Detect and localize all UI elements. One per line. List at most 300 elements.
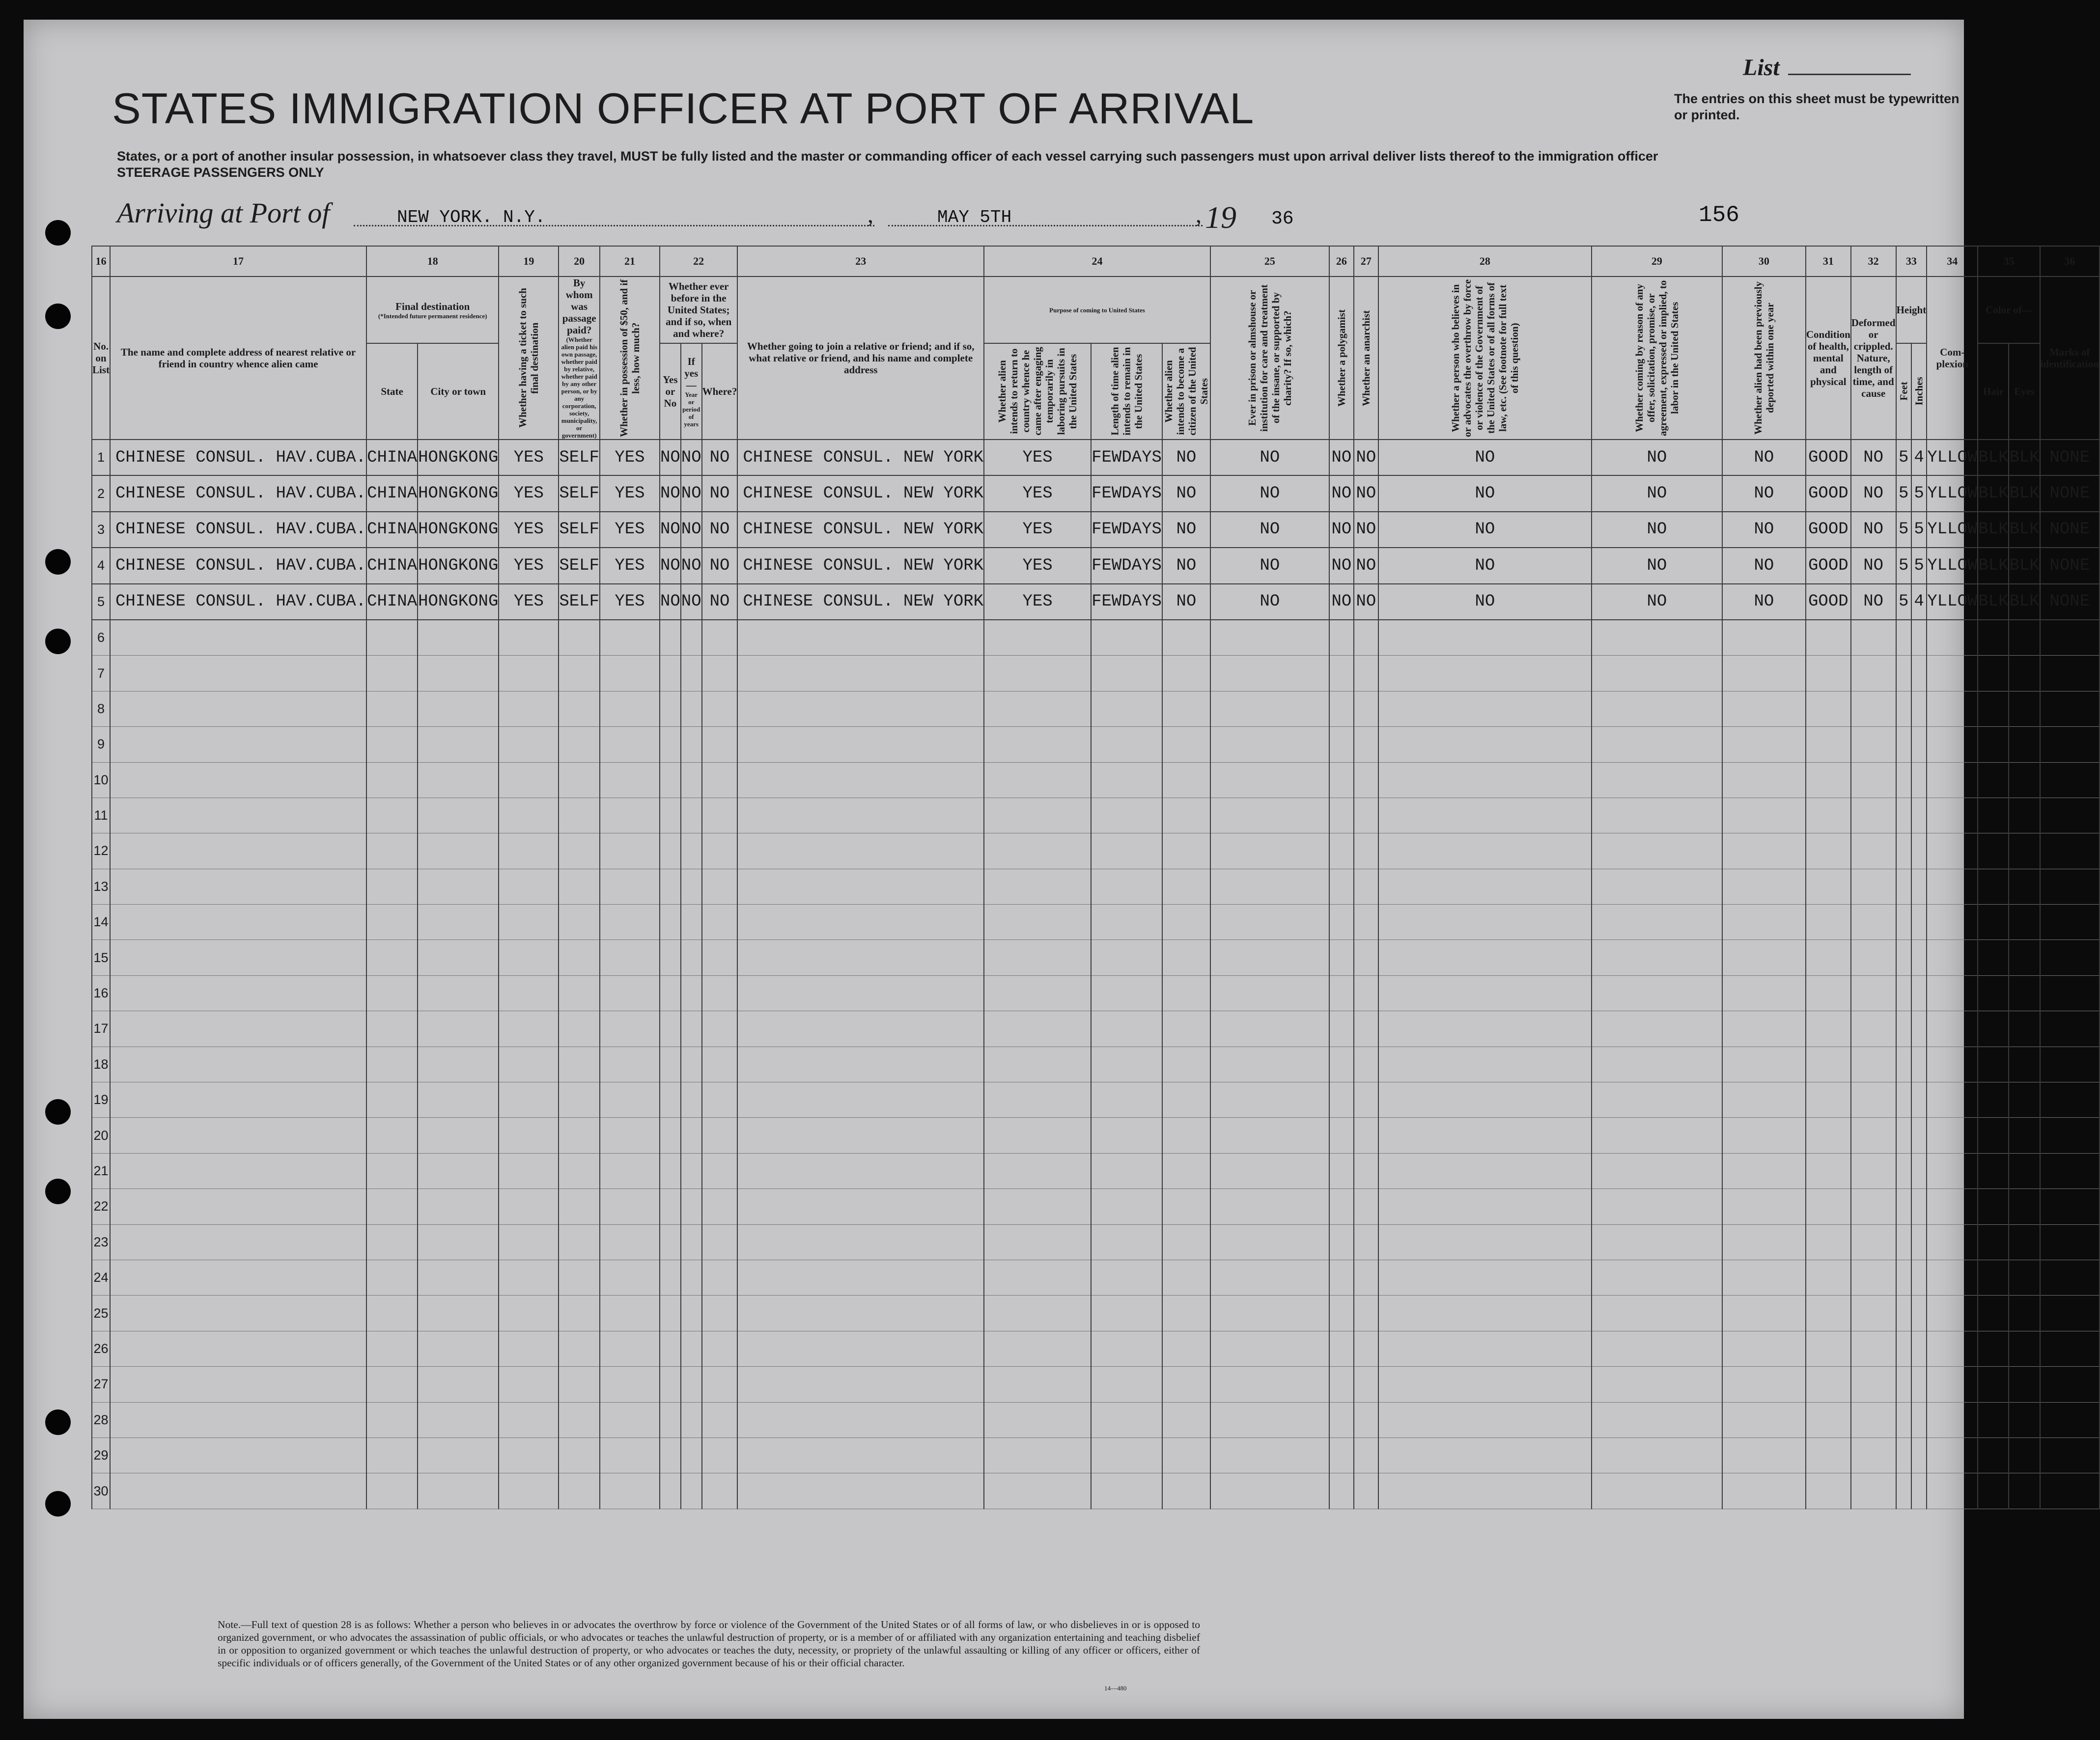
- blank-cell: [1329, 656, 1354, 691]
- blank-cell: [1896, 975, 1911, 1011]
- blank-cell: [499, 1331, 559, 1366]
- blank-cell: [1722, 1082, 1806, 1118]
- blank-cell: [366, 656, 418, 691]
- blank-cell: [1354, 727, 1378, 762]
- blank-cell: [984, 691, 1091, 726]
- blank-cell: [600, 762, 660, 798]
- blank-cell: [1806, 940, 1851, 975]
- blank-cell: [1722, 940, 1806, 975]
- blank-cell: [600, 1402, 660, 1437]
- blank-cell: [2009, 1047, 2040, 1082]
- blank-cell: [499, 1473, 559, 1509]
- cell-no: 29: [92, 1437, 110, 1473]
- blank-cell: [1329, 1331, 1354, 1366]
- blank-cell: [499, 940, 559, 975]
- blank-cell: [1378, 1011, 1592, 1047]
- blank-cell: [1091, 1189, 1162, 1224]
- blank-cell: [1851, 1153, 1896, 1188]
- year-value: 36: [1271, 208, 1294, 229]
- cell-deformed: NO: [1851, 475, 1896, 511]
- blank-row: [92, 1118, 2100, 1153]
- cell-anarchist: NO: [1354, 512, 1378, 548]
- blank-cell: [1592, 1260, 1722, 1295]
- header-height: Height: [1896, 276, 1927, 343]
- blank-cell: [1162, 762, 1210, 798]
- blank-cell: [1329, 1402, 1354, 1437]
- blank-cell: [737, 798, 984, 833]
- cell-hair: BLK: [1978, 512, 2009, 548]
- blank-cell: [737, 727, 984, 762]
- blank-cell: [984, 1367, 1091, 1402]
- blank-cell: [1911, 798, 1927, 833]
- blank-cell: [1978, 905, 2009, 940]
- blank-cell: [1978, 940, 2009, 975]
- table-row: [92, 475, 2100, 511]
- header-join-relative: Whether going to join a relative or friend; and if so, what relative or friend, and his name and complete address: [737, 276, 984, 440]
- date-value: MAY 5TH: [937, 207, 1012, 227]
- header-purpose: Purpose of coming to United States: [984, 276, 1210, 343]
- cell-anarchist: NO: [1354, 548, 1378, 583]
- blank-cell: [1592, 905, 1722, 940]
- blank-cell: [1911, 1367, 1927, 1402]
- blank-cell: [2009, 975, 2040, 1011]
- list-number-line: [1788, 74, 1911, 75]
- blank-cell: [1722, 1402, 1806, 1437]
- cell-relative: CHINESE CONSUL. HAV.CUBA.: [110, 584, 366, 620]
- blank-cell: [1722, 1437, 1806, 1473]
- blank-cell: [2009, 1189, 2040, 1224]
- blank-cell: [984, 1011, 1091, 1047]
- blank-cell: [1378, 656, 1592, 691]
- blank-cell: [1354, 869, 1378, 904]
- blank-cell: [1806, 727, 1851, 762]
- blank-cell: [702, 869, 738, 904]
- column-number: 33: [1896, 246, 1927, 276]
- cell-complexion: YLLOW: [1927, 475, 1978, 511]
- blank-cell: [681, 1118, 702, 1153]
- blank-cell: [2009, 1082, 2040, 1118]
- blank-cell: [984, 798, 1091, 833]
- blank-cell: [1329, 833, 1354, 869]
- blank-cell: [702, 1118, 738, 1153]
- blank-cell: [1978, 727, 2009, 762]
- blank-cell: [1927, 1189, 1978, 1224]
- blank-cell: [2040, 1082, 2100, 1118]
- binder-hole: [45, 1491, 71, 1517]
- blank-cell: [984, 1082, 1091, 1118]
- blank-cell: [1927, 1260, 1978, 1295]
- column-number: 26: [1329, 246, 1354, 276]
- blank-cell: [737, 905, 984, 940]
- page-number: 156: [1699, 202, 1739, 228]
- blank-cell: [366, 1402, 418, 1437]
- blank-cell: [1927, 1153, 1978, 1188]
- cell-years: NO: [681, 440, 702, 475]
- cell-health: GOOD: [1806, 584, 1851, 620]
- blank-cell: [2040, 1402, 2100, 1437]
- blank-cell: [110, 1260, 366, 1295]
- blank-cell: [1722, 1189, 1806, 1224]
- blank-cell: [418, 727, 499, 762]
- blank-cell: [702, 905, 738, 940]
- blank-cell: [1851, 1473, 1896, 1509]
- blank-cell: [1210, 1296, 1329, 1331]
- blank-cell: [1927, 1437, 1978, 1473]
- blank-cell: [1354, 1189, 1378, 1224]
- cell-deformed: NO: [1851, 512, 1896, 548]
- blank-cell: [1354, 1296, 1378, 1331]
- blank-cell: [1378, 905, 1592, 940]
- blank-cell: [1210, 1367, 1329, 1402]
- blank-cell: [737, 762, 984, 798]
- blank-cell: [1378, 975, 1592, 1011]
- cell-join: CHINESE CONSUL. NEW YORK: [737, 440, 984, 475]
- cell-return: YES: [984, 440, 1091, 475]
- blank-cell: [1210, 798, 1329, 833]
- header-year-period: [681, 343, 702, 440]
- passenger-manifest-table: [91, 246, 2100, 1509]
- blank-cell: [1911, 1153, 1927, 1188]
- blank-cell: [600, 940, 660, 975]
- blank-cell: [2040, 905, 2100, 940]
- blank-cell: [418, 691, 499, 726]
- blank-cell: [110, 1082, 366, 1118]
- blank-cell: [1927, 656, 1978, 691]
- cell-no: 11: [92, 798, 110, 833]
- cell-no: 10: [92, 762, 110, 798]
- cell-return: YES: [984, 512, 1091, 548]
- blank-cell: [1806, 1402, 1851, 1437]
- blank-row: [92, 1473, 2100, 1509]
- blank-cell: [2009, 727, 2040, 762]
- blank-cell: [499, 1189, 559, 1224]
- cell-years: NO: [681, 548, 702, 583]
- blank-cell: [1329, 1437, 1354, 1473]
- cell-city: HONGKONG: [418, 548, 499, 583]
- blank-cell: [1091, 1047, 1162, 1082]
- cell-prison: NO: [1210, 475, 1329, 511]
- blank-cell: [681, 905, 702, 940]
- blank-cell: [110, 798, 366, 833]
- cell-no: 22: [92, 1189, 110, 1224]
- cell-marks: NONE: [2040, 548, 2100, 583]
- blank-cell: [366, 940, 418, 975]
- date-dotted-line: [888, 225, 1203, 226]
- blank-cell: [418, 1260, 499, 1295]
- cell-feet: 5: [1896, 475, 1911, 511]
- cell-city: HONGKONG: [418, 440, 499, 475]
- blank-cell: [1592, 1189, 1722, 1224]
- blank-cell: [1354, 1011, 1378, 1047]
- cell-polygamist: NO: [1329, 548, 1354, 583]
- blank-cell: [1927, 727, 1978, 762]
- blank-cell: [660, 1153, 681, 1188]
- table-row: [92, 440, 2100, 475]
- blank-cell: [1896, 1082, 1911, 1118]
- blank-cell: [1091, 762, 1162, 798]
- blank-cell: [2009, 1153, 2040, 1188]
- blank-cell: [1896, 833, 1911, 869]
- blank-cell: [702, 1331, 738, 1366]
- blank-cell: [702, 727, 738, 762]
- blank-cell: [1210, 691, 1329, 726]
- blank-cell: [1978, 1011, 2009, 1047]
- blank-cell: [1091, 656, 1162, 691]
- cell-length: FEWDAYS: [1091, 584, 1162, 620]
- blank-cell: [660, 691, 681, 726]
- blank-cell: [1329, 1296, 1354, 1331]
- blank-cell: [600, 656, 660, 691]
- blank-cell: [1927, 620, 1978, 656]
- cell-q30: NO: [1722, 475, 1806, 511]
- blank-cell: [1378, 1118, 1592, 1153]
- century-label: 19: [1205, 200, 1236, 235]
- blank-cell: [418, 1224, 499, 1260]
- binder-hole: [45, 1179, 71, 1204]
- blank-cell: [1210, 1189, 1329, 1224]
- blank-row: [92, 1224, 2100, 1260]
- blank-cell: [559, 1437, 600, 1473]
- blank-cell: [1851, 1047, 1896, 1082]
- blank-cell: [418, 1367, 499, 1402]
- blank-cell: [1354, 762, 1378, 798]
- blank-cell: [1927, 1011, 1978, 1047]
- blank-cell: [1354, 1082, 1378, 1118]
- blank-cell: [1210, 1402, 1329, 1437]
- blank-row: [92, 1011, 2100, 1047]
- cell-complexion: YLLOW: [1927, 584, 1978, 620]
- blank-cell: [1722, 1224, 1806, 1260]
- header-inches: Inches: [1911, 343, 1927, 440]
- cell-before: NO: [660, 440, 681, 475]
- blank-cell: [2040, 869, 2100, 904]
- blank-cell: [984, 620, 1091, 656]
- blank-row: [92, 1296, 2100, 1331]
- blank-cell: [110, 940, 366, 975]
- blank-cell: [1592, 869, 1722, 904]
- blank-cell: [366, 1189, 418, 1224]
- cell-hair: BLK: [1978, 548, 2009, 583]
- blank-cell: [418, 1473, 499, 1509]
- port-value: NEW YORK. N.Y.: [397, 207, 546, 227]
- blank-cell: [1210, 1224, 1329, 1260]
- blank-cell: [600, 833, 660, 869]
- blank-cell: [737, 1153, 984, 1188]
- blank-cell: [418, 940, 499, 975]
- blank-cell: [984, 905, 1091, 940]
- blank-cell: [1896, 620, 1911, 656]
- blank-cell: [1354, 620, 1378, 656]
- blank-cell: [600, 1189, 660, 1224]
- blank-cell: [1851, 940, 1896, 975]
- blank-cell: [681, 1153, 702, 1188]
- blank-cell: [1354, 1367, 1378, 1402]
- cell-marks: NONE: [2040, 512, 2100, 548]
- blank-cell: [660, 1082, 681, 1118]
- cell-deformed: NO: [1851, 584, 1896, 620]
- cell-citizen: NO: [1162, 440, 1210, 475]
- blank-cell: [499, 727, 559, 762]
- blank-cell: [499, 691, 559, 726]
- cell-no: 8: [92, 691, 110, 726]
- blank-cell: [110, 1047, 366, 1082]
- blank-cell: [1592, 656, 1722, 691]
- blank-cell: [366, 727, 418, 762]
- blank-cell: [702, 1047, 738, 1082]
- blank-cell: [681, 1367, 702, 1402]
- blank-cell: [660, 1260, 681, 1295]
- blank-cell: [1329, 1153, 1354, 1188]
- cell-q28: NO: [1378, 512, 1592, 548]
- blank-cell: [1911, 656, 1927, 691]
- blank-cell: [681, 1296, 702, 1331]
- blank-cell: [110, 1296, 366, 1331]
- question-28-footnote: Note.—Full text of question 28 is as follows: Whether a person who believes in or advocates the overthrow by force or violence of the Government of the United States or of all forms of law, or who disbelieves in or is opposed to organized government, or who advocates the assassination of public officials, or who advocates or teaches the unlawful destruction of property, or is a member of or affiliated with any organization entertaining and teaching disbelief in or opposition to organized government or which teaches the unlawful destruction of property, or who advocates or teaches the duty, necessity, or propriety of the unlawful assaulting or killing of any officer or officers, either of specific individuals or of officers generally, of the Government of the United States or of any other organized government because of his or their official character.: [218, 1619, 1200, 1669]
- blank-cell: [1162, 1189, 1210, 1224]
- blank-cell: [1592, 1402, 1722, 1437]
- cell-paid: SELF: [559, 584, 600, 620]
- header-question-28: Whether a person who believes in or advocates the overthrow by force or violence of the Government of the United States or of all forms of law, etc. (See footnote for full text of this question): [1378, 276, 1592, 440]
- blank-cell: [1722, 975, 1806, 1011]
- blank-cell: [1162, 620, 1210, 656]
- blank-cell: [366, 691, 418, 726]
- cell-inches: 4: [1911, 440, 1927, 475]
- blank-cell: [1091, 691, 1162, 726]
- blank-cell: [984, 656, 1091, 691]
- arriving-label: Arriving at Port of: [117, 197, 330, 229]
- header-question-29: Whether coming by reason of any offer, solicitation, promise, or agreement, expressed or implied, to labor in the United States: [1592, 276, 1722, 440]
- blank-cell: [559, 1331, 600, 1366]
- blank-row: [92, 1047, 2100, 1082]
- blank-cell: [1927, 1047, 1978, 1082]
- blank-cell: [984, 727, 1091, 762]
- blank-cell: [1354, 798, 1378, 833]
- blank-cell: [1162, 1473, 1210, 1509]
- blank-cell: [1378, 798, 1592, 833]
- blank-cell: [1927, 1473, 1978, 1509]
- blank-cell: [1806, 1224, 1851, 1260]
- blank-cell: [600, 1260, 660, 1295]
- blank-cell: [1162, 1296, 1210, 1331]
- blank-cell: [1162, 1367, 1210, 1402]
- blank-cell: [1927, 1118, 1978, 1153]
- blank-cell: [366, 905, 418, 940]
- blank-cell: [1806, 656, 1851, 691]
- cell-where: NO: [702, 475, 738, 511]
- blank-cell: [1911, 1224, 1927, 1260]
- blank-cell: [737, 1296, 984, 1331]
- blank-cell: [1851, 1402, 1896, 1437]
- blank-cell: [660, 940, 681, 975]
- cell-q30: NO: [1722, 440, 1806, 475]
- blank-cell: [418, 762, 499, 798]
- blank-row: [92, 1260, 2100, 1295]
- blank-cell: [1162, 905, 1210, 940]
- cell-deformed: NO: [1851, 548, 1896, 583]
- cell-eyes: BLK: [2009, 584, 2040, 620]
- blank-cell: [1911, 1189, 1927, 1224]
- blank-cell: [1806, 1047, 1851, 1082]
- blank-cell: [1851, 1260, 1896, 1295]
- blank-cell: [366, 1296, 418, 1331]
- cell-state: CHINA: [366, 548, 418, 583]
- blank-cell: [366, 1082, 418, 1118]
- blank-cell: [1722, 905, 1806, 940]
- cell-join: CHINESE CONSUL. NEW YORK: [737, 548, 984, 583]
- blank-cell: [600, 1047, 660, 1082]
- page-subtitle: [117, 148, 1658, 181]
- header-health: Condition of health, mental and physical: [1806, 276, 1851, 440]
- blank-cell: [1329, 1224, 1354, 1260]
- cell-prison: NO: [1210, 548, 1329, 583]
- blank-cell: [1592, 620, 1722, 656]
- blank-cell: [1851, 1011, 1896, 1047]
- blank-cell: [702, 1082, 738, 1118]
- blank-cell: [1162, 1153, 1210, 1188]
- blank-cell: [737, 1402, 984, 1437]
- blank-cell: [559, 656, 600, 691]
- blank-cell: [681, 1437, 702, 1473]
- blank-cell: [984, 1224, 1091, 1260]
- blank-cell: [681, 762, 702, 798]
- cell-state: CHINA: [366, 512, 418, 548]
- cell-complexion: YLLOW: [1927, 440, 1978, 475]
- blank-cell: [2040, 833, 2100, 869]
- blank-cell: [418, 833, 499, 869]
- blank-cell: [418, 1118, 499, 1153]
- cell-paid: SELF: [559, 512, 600, 548]
- blank-cell: [1927, 1224, 1978, 1260]
- blank-cell: [559, 869, 600, 904]
- blank-cell: [1592, 798, 1722, 833]
- blank-cell: [418, 1402, 499, 1437]
- blank-cell: [1806, 691, 1851, 726]
- blank-cell: [2040, 1011, 2100, 1047]
- cell-q29: NO: [1592, 440, 1722, 475]
- cell-no: 26: [92, 1331, 110, 1366]
- cell-city: HONGKONG: [418, 584, 499, 620]
- blank-cell: [559, 1153, 600, 1188]
- blank-cell: [702, 620, 738, 656]
- cell-health: GOOD: [1806, 548, 1851, 583]
- blank-cell: [1911, 975, 1927, 1011]
- header-passage-paid-note: (Whether alien paid his own passage, whether paid by relative, whether paid by any other person, or by any corporation, society, municipality, or government): [561, 336, 598, 439]
- blank-cell: [366, 1224, 418, 1260]
- blank-cell: [1210, 905, 1329, 940]
- blank-cell: [1210, 940, 1329, 975]
- blank-cell: [1329, 620, 1354, 656]
- blank-cell: [984, 1402, 1091, 1437]
- blank-cell: [702, 1473, 738, 1509]
- blank-cell: [1722, 1153, 1806, 1188]
- blank-cell: [984, 762, 1091, 798]
- blank-cell: [1091, 975, 1162, 1011]
- blank-cell: [984, 1047, 1091, 1082]
- blank-cell: [660, 1473, 681, 1509]
- blank-cell: [1722, 833, 1806, 869]
- blank-cell: [1927, 1402, 1978, 1437]
- blank-cell: [110, 1189, 366, 1224]
- cell-prison: NO: [1210, 584, 1329, 620]
- header-prison: Ever in prison or almshouse or institution for care and treatment of the insane, or supported by charity? If so, which?: [1210, 276, 1329, 440]
- blank-cell: [366, 1153, 418, 1188]
- blank-cell: [559, 727, 600, 762]
- blank-cell: [1806, 1473, 1851, 1509]
- blank-cell: [660, 1437, 681, 1473]
- blank-cell: [1378, 940, 1592, 975]
- blank-cell: [1927, 905, 1978, 940]
- blank-cell: [1911, 1473, 1927, 1509]
